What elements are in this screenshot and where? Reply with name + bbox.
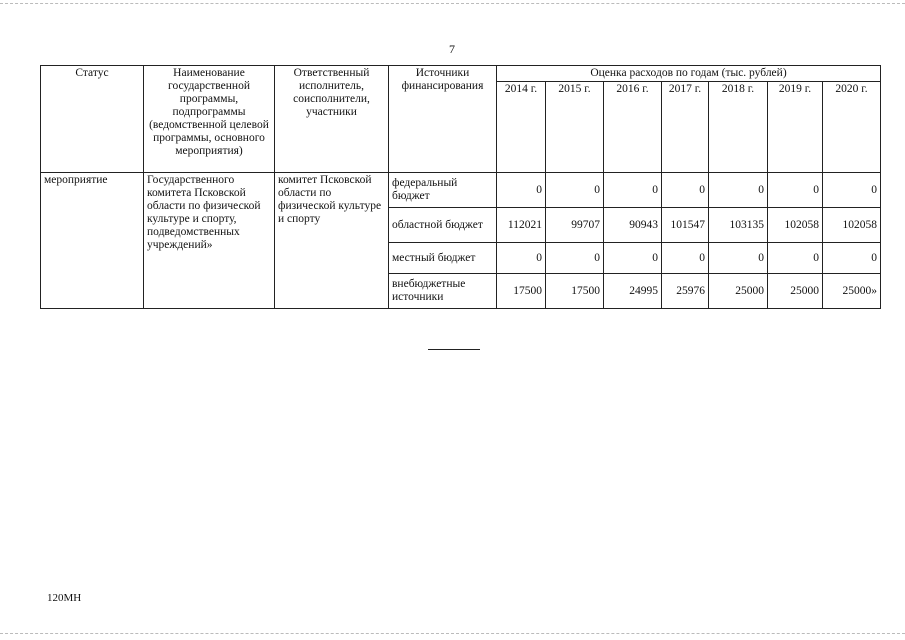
funding-value: 0 (546, 243, 604, 274)
row-status: мероприятие (41, 173, 144, 309)
funding-value: 0 (768, 173, 823, 208)
funding-value: 90943 (604, 208, 662, 243)
header-name: Наименование государственной программы, подпрограммы (ведомственной целевой программы, основного мероприятия) (144, 66, 275, 173)
header-estimate: Оценка расходов по годам (тыс. рублей) (497, 66, 881, 82)
funding-value: 0 (709, 173, 768, 208)
funding-source: внебюджетные источники (389, 274, 497, 309)
funding-value: 0 (662, 173, 709, 208)
page-bottom-edge (0, 633, 905, 634)
header-sources: Источники финансирования (389, 66, 497, 173)
header-executor: Ответственный исполнитель, соисполнители, участники (275, 66, 389, 173)
page-top-edge (0, 3, 905, 4)
funding-value: 17500 (546, 274, 604, 309)
funding-value: 17500 (497, 274, 546, 309)
year-header: 2015 г. (546, 82, 604, 173)
header-row (41, 66, 881, 82)
budget-table (40, 65, 881, 309)
year-header: 2016 г. (604, 82, 662, 173)
funding-value: 101547 (662, 208, 709, 243)
funding-value: 0 (497, 173, 546, 208)
funding-value: 112021 (497, 208, 546, 243)
funding-value: 99707 (546, 208, 604, 243)
funding-value: 0 (823, 243, 881, 274)
funding-value: 25000 (709, 274, 768, 309)
funding-value: 0 (546, 173, 604, 208)
page-number: 7 (449, 42, 455, 56)
funding-value: 0 (604, 243, 662, 274)
funding-value: 25000 (768, 274, 823, 309)
year-header: 2019 г. (768, 82, 823, 173)
header-status: Статус (41, 66, 144, 173)
funding-value: 24995 (604, 274, 662, 309)
table-row (41, 173, 881, 208)
funding-source: федеральный бюджет (389, 173, 497, 208)
funding-value: 103135 (709, 208, 768, 243)
funding-value: 0 (768, 243, 823, 274)
funding-value: 102058 (823, 208, 881, 243)
funding-value: 0 (497, 243, 546, 274)
row-name: Государственного комитета Псковской области по физической культуре и спорту, подведомственных учреждений» (144, 173, 275, 309)
row-executor: комитет Псковской области по физической культуре и спорту (275, 173, 389, 309)
funding-source: местный бюджет (389, 243, 497, 274)
funding-value: 0 (823, 173, 881, 208)
funding-value: 25976 (662, 274, 709, 309)
funding-source: областной бюджет (389, 208, 497, 243)
funding-value: 0 (709, 243, 768, 274)
year-header: 2020 г. (823, 82, 881, 173)
funding-value: 0 (604, 173, 662, 208)
year-header: 2018 г. (709, 82, 768, 173)
closing-rule (428, 349, 480, 350)
year-header: 2017 г. (662, 82, 709, 173)
funding-value: 25000» (823, 274, 881, 309)
year-header: 2014 г. (497, 82, 546, 173)
document-code: 120МН (47, 592, 82, 604)
funding-value: 0 (662, 243, 709, 274)
funding-value: 102058 (768, 208, 823, 243)
